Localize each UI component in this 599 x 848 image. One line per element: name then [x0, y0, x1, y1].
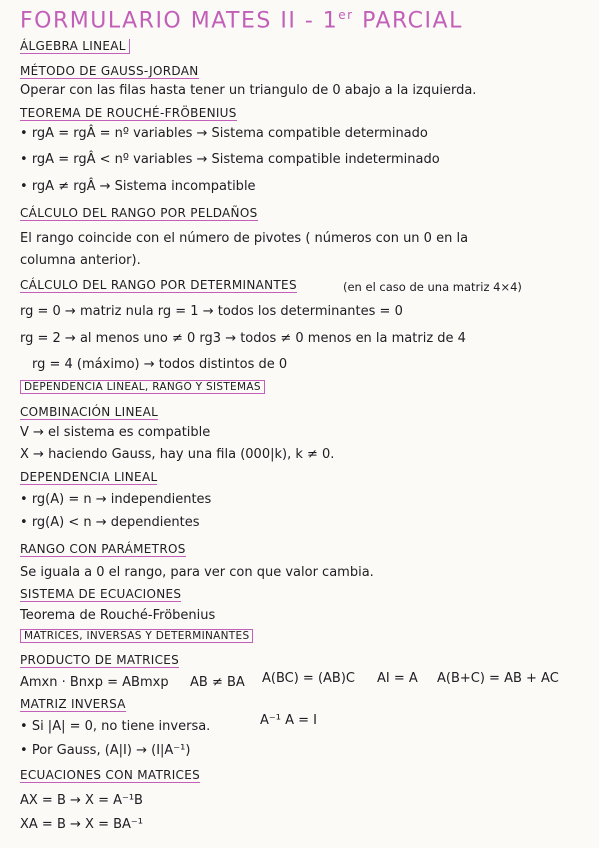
sistema-line: Teorema de Rouché-Fröbenius [20, 608, 216, 623]
dep-line-1: • rg(A) = n → independientes [20, 491, 211, 509]
inv-line-1: • Si |A| = 0, no tiene inversa. [20, 718, 210, 736]
subsection-rouche: TEOREMA DE ROUCHÉ-FRÖBENIUS [20, 106, 237, 120]
det-line-2: rg = 2 → al menos uno ≠ 0 rg3 → todos ≠ 0 menos en la matriz de 4 [20, 331, 466, 346]
prod-line-4: AI = A [377, 671, 418, 686]
prod-line-2: AB ≠ BA [190, 675, 245, 690]
rouche-line-3: • rgA ≠ rgÂ → Sistema incompatible [20, 178, 256, 196]
subsection-sistema: SISTEMA DE ECUACIONES [20, 587, 182, 601]
subsection-peldanos: CÁLCULO DEL RANGO POR PELDAÑOS [20, 206, 258, 220]
dep-line-2: • rg(A) < n → dependientes [20, 514, 199, 532]
section-dependencia: DEPENDENCIA LINEAL, RANGO Y SISTEMAS [20, 380, 265, 394]
rouche-line-2: • rgA = rgÂ < nº variables → Sistema compatible indeterminado [20, 151, 440, 169]
gauss-line: Operar con las filas hasta tener un triangulo de 0 abajo a la izquierda. [20, 83, 477, 98]
prod-line-1: Amxn · Bnxp = ABmxp [20, 675, 169, 690]
section-algebra-lineal: ÁLGEBRA LINEAL [20, 39, 130, 54]
ec-line-2: XA = B → X = BA⁻¹ [20, 817, 143, 832]
inv-line-2: A⁻¹ A = I [260, 713, 317, 728]
det-line-3: rg = 4 (máximo) → todos distintos de 0 [32, 357, 288, 372]
section-matrices: MATRICES, INVERSAS Y DETERMINANTES [20, 629, 253, 643]
param-line: Se iguala a 0 el rango, para ver con que valor cambia. [20, 565, 374, 580]
subsection-parametros: RANGO CON PARÁMETROS [20, 542, 186, 556]
subsection-ecuaciones: ECUACIONES CON MATRICES [20, 768, 201, 782]
subsection-producto: PRODUCTO DE MATRICES [20, 653, 180, 667]
subsection-inversa: MATRIZ INVERSA [20, 697, 126, 711]
inv-line-3: • Por Gauss, (A|I) → (I|A⁻¹) [20, 742, 190, 760]
peldanos-line-1: El rango coincide con el número de pivotes ( números con un 0 en la [20, 231, 469, 246]
comb-line-2: X → haciendo Gauss, hay una fila (000|k), k ≠ 0. [20, 447, 335, 462]
subsection-gauss-jordan: MÉTODO DE GAUSS-JORDAN [20, 64, 199, 78]
prod-line-5: A(B+C) = AB + AC [437, 671, 559, 686]
peldanos-line-2: columna anterior). [20, 253, 141, 268]
ec-line-1: AX = B → X = A⁻¹B [20, 793, 143, 808]
subsection-determinantes: CÁLCULO DEL RANGO POR DETERMINANTES [20, 278, 297, 292]
determinantes-note: (en el caso de una matriz 4×4) [343, 280, 522, 294]
rouche-line-1: • rgA = rgÂ = nº variables → Sistema compatible determinado [20, 125, 428, 143]
page-title: FORMULARIO MATES II - 1er PARCIAL [20, 8, 463, 34]
subsection-combinacion: COMBINACIÓN LINEAL [20, 405, 159, 419]
subsection-dependencia-lineal: DEPENDENCIA LINEAL [20, 470, 158, 484]
comb-line-1: V → el sistema es compatible [20, 425, 211, 440]
prod-line-3: A(BC) = (AB)C [262, 671, 355, 686]
det-line-1: rg = 0 → matriz nula rg = 1 → todos los determinantes = 0 [20, 304, 403, 319]
